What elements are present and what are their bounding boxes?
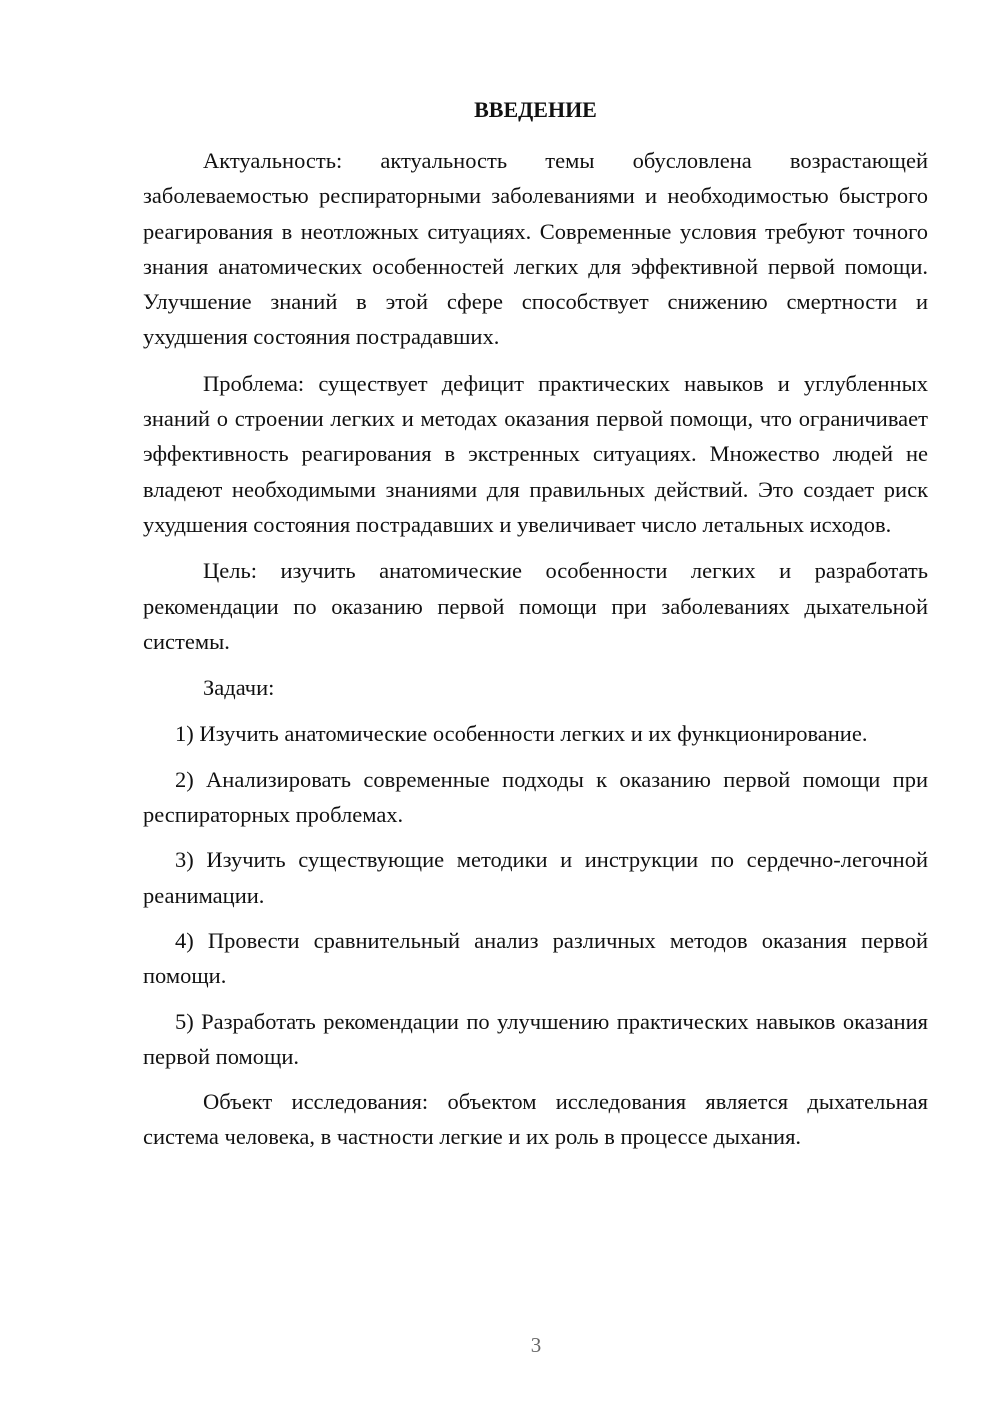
task-item: 1) Изучить анатомические особенности легких и их функционирование. bbox=[175, 721, 868, 747]
task-item: 4) Провести сравнительный анализ различных методов оказания первой помощи. bbox=[143, 927, 928, 989]
section-title: ВВЕДЕНИЕ bbox=[474, 97, 597, 122]
goal-paragraph: Цель: изучить анатомические особенности легких и разработать рекомендации по оказанию первой помощи при заболеваниях дыхательной системы. bbox=[143, 558, 928, 654]
task-item: 2) Анализировать современные подходы к оказанию первой помощи при респираторных проблемах. bbox=[143, 766, 928, 828]
tasks-heading: Задачи: bbox=[203, 675, 275, 701]
task-item: 3) Изучить существующие методики и инструкции по сердечно-легочной реанимации. bbox=[143, 847, 928, 908]
problem-paragraph: Проблема: существует дефицит практических навыков и углубленных знаний о строении легких и методах оказания первой помощи, что ограничивает эффективность реагирования в экстренных ситуациях. Множество людей не владеют необходимыми знаниями для правильных действий. Это создает риск ухудшения состояния пострадавших и увеличивает число летальных исходов. bbox=[143, 370, 928, 537]
task-item: 5) Разработать рекомендации по улучшению практических навыков оказания первой помощи. bbox=[143, 1008, 928, 1069]
relevance-paragraph: Актуальность: актуальность темы обусловлена возрастающей заболеваемостью респираторными заболеваниями и необходимостью быстрого реагирования в неотложных ситуациях. Современные условия требуют точного знания анатомических особенностей легких для эффективной первой помощи. Улучшение знаний в этой сфере способствует снижению смертности и ухудшения состояния пострадавших. bbox=[143, 148, 928, 350]
object-paragraph: Объект исследования: объектом исследования является дыхательная система человека, в частности легкие и их роль в процессе дыхания. bbox=[143, 1089, 928, 1150]
document-page bbox=[143, 92, 928, 1166]
page-number: 3 bbox=[530, 1333, 542, 1357]
